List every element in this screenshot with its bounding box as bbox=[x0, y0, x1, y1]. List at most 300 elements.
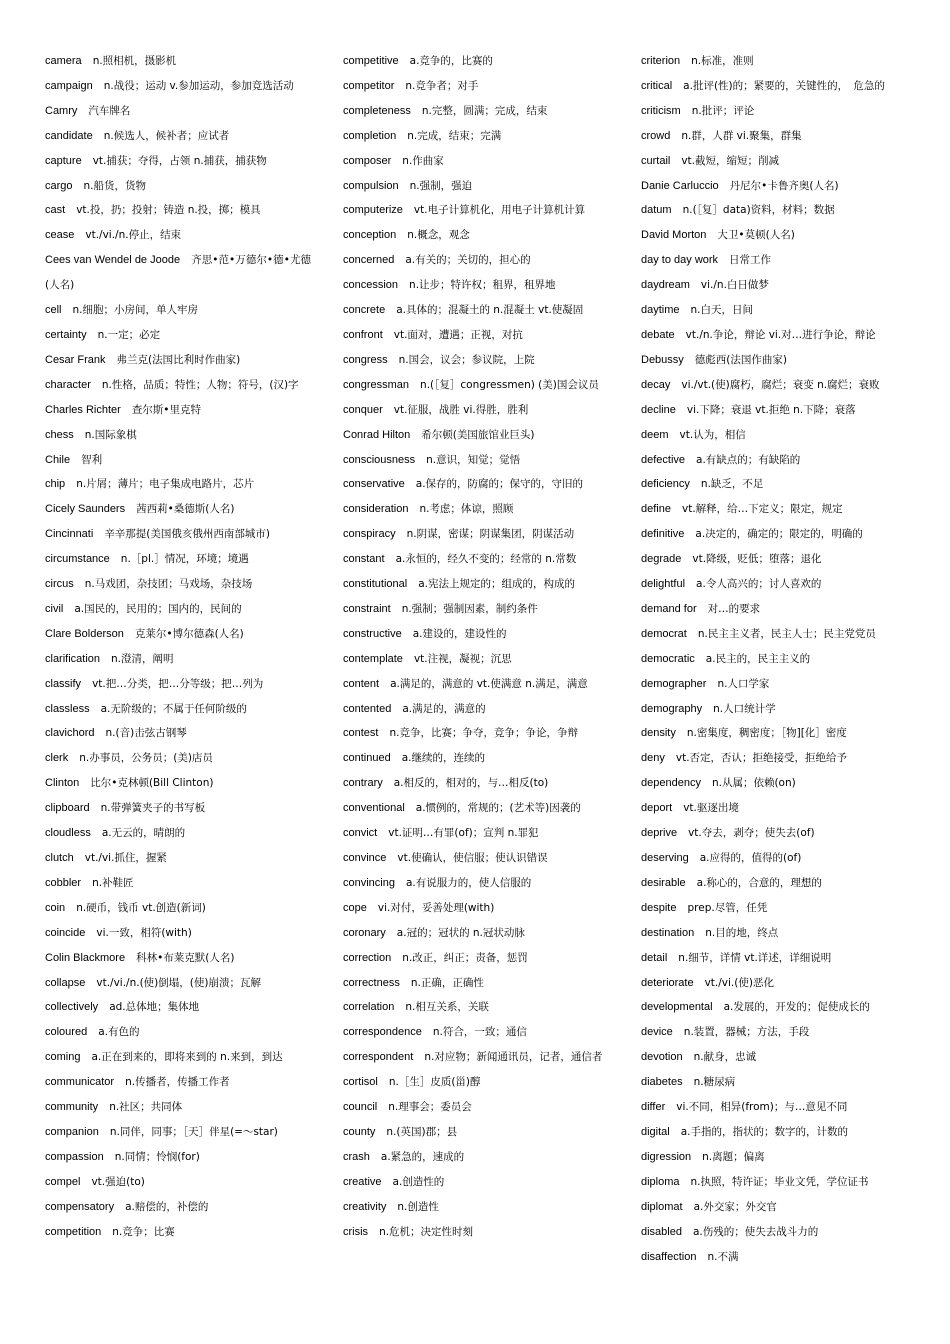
vocab-entry bbox=[641, 921, 907, 946]
vocab-definition: n.装置，器械；方法，手段 bbox=[683, 1026, 810, 1039]
vocab-word: computerize bbox=[343, 204, 403, 217]
vocab-definition: n.细胞；小房间，单人牢房 bbox=[72, 304, 199, 317]
vocab-word: dependency bbox=[641, 777, 701, 790]
vocab-entry bbox=[641, 1045, 907, 1070]
vocab-definition: prep.尽管，任凭 bbox=[687, 901, 768, 914]
vocab-entry bbox=[641, 647, 907, 672]
vocab-definition: a.有说服力的，使人信服的 bbox=[405, 876, 532, 889]
vocab-definition: n.阴谋，密谋；阴谋集团，阴谋活动 bbox=[406, 528, 575, 541]
vocab-entry bbox=[343, 448, 609, 473]
vocab-word: differ bbox=[641, 1101, 666, 1114]
vocab-entry bbox=[343, 74, 609, 99]
vocab-word: deny bbox=[641, 752, 665, 765]
vocab-word: competitor bbox=[343, 79, 395, 92]
vocab-definition: vt.使确认，使信服；使认识错误 bbox=[397, 852, 548, 864]
vocab-word: correctness bbox=[343, 976, 400, 989]
vocab-definition: n.战役；运动 v.参加运动，参加竞选活动 bbox=[103, 79, 294, 92]
vocab-word: Cees van Wendel de Joode bbox=[45, 254, 181, 267]
vocab-word: constraint bbox=[343, 602, 391, 615]
vocab-word: daytime bbox=[641, 304, 680, 317]
vocab-word: creative bbox=[343, 1175, 382, 1188]
vocab-entry bbox=[343, 497, 609, 522]
vocab-word: content bbox=[343, 677, 380, 690]
vocab-word: defective bbox=[641, 453, 686, 466]
vocab-entry bbox=[45, 149, 311, 174]
vocab-definition: n.强制；强制因素，制约条件 bbox=[401, 602, 538, 615]
vocab-word: Clinton bbox=[45, 777, 80, 790]
vocab-definition: n.糖尿病 bbox=[693, 1076, 736, 1089]
vocab-word: circumstance bbox=[45, 553, 110, 566]
vocab-entry bbox=[45, 746, 311, 771]
vocab-definition: n.创造性 bbox=[397, 1200, 439, 1213]
vocab-word: compensatory bbox=[45, 1200, 115, 1213]
vocab-word: clarification bbox=[45, 652, 101, 665]
vocab-entry bbox=[641, 597, 907, 622]
vocab-word: consideration bbox=[343, 503, 409, 516]
vocab-entry bbox=[343, 472, 609, 497]
vocab-definition: n.同伴，同事；［天］伴星(=～star) bbox=[109, 1125, 278, 1138]
vocab-definition: 智利 bbox=[81, 453, 103, 466]
vocab-entry bbox=[45, 497, 311, 522]
vocab-word: congressman bbox=[343, 378, 410, 391]
vocab-entry bbox=[641, 672, 907, 697]
vocab-entry bbox=[343, 1120, 609, 1145]
vocab-word: continued bbox=[343, 752, 391, 765]
vocab-definition: a.宪法上规定的；组成的，构成的 bbox=[418, 578, 575, 591]
vocab-entry bbox=[343, 1070, 609, 1095]
vocab-entry bbox=[641, 946, 907, 971]
vocab-definition: a.竞争的，比赛的 bbox=[409, 55, 493, 67]
vocab-entry bbox=[641, 846, 907, 871]
vocab-word: conception bbox=[343, 229, 397, 242]
vocab-definition: n.人口学家 bbox=[717, 677, 770, 690]
vocab-word: convincing bbox=[343, 876, 395, 889]
vocab-definition: 希尔顿(美国旅馆业巨头) bbox=[421, 428, 535, 441]
vocab-definition: n.［pl.］情况，环境；境遇 bbox=[120, 553, 249, 566]
vocab-column-3 bbox=[641, 49, 907, 1269]
vocab-definition: vi.不同，相异(from)；与…意见不同 bbox=[676, 1101, 848, 1114]
vocab-word: demographer bbox=[641, 677, 707, 690]
vocab-definition: 科林•布莱克默(人名) bbox=[136, 951, 235, 964]
vocab-definition: vt.注视，凝视；沉思 bbox=[413, 652, 512, 665]
vocab-entry bbox=[45, 223, 311, 248]
vocab-entry bbox=[641, 373, 907, 398]
vocab-definition: a.民主的，民主主义的 bbox=[705, 652, 811, 665]
vocab-definition: a.有色的 bbox=[98, 1026, 140, 1039]
vocab-word: constitutional bbox=[343, 578, 408, 591]
vocab-definition: vt./vi.(使)恶化 bbox=[704, 976, 774, 989]
vocab-definition: a.冠的；冠状的 n.冠状动脉 bbox=[396, 926, 525, 939]
vocab-word: diplomat bbox=[641, 1200, 683, 1213]
vocab-definition: n.人口统计学 bbox=[713, 702, 776, 715]
vocab-definition: vt.否定，否认；拒绝接受，拒绝给予 bbox=[675, 752, 848, 765]
vocab-word: correspondence bbox=[343, 1026, 422, 1039]
vocab-entry bbox=[641, 149, 907, 174]
vocab-word: circus bbox=[45, 578, 74, 591]
vocab-definition: a.令人高兴的；讨人喜欢的 bbox=[696, 578, 822, 591]
vocab-definition: n.补鞋匠 bbox=[92, 876, 134, 889]
vocab-definition: 比尔•克林顿(Bill Clinton) bbox=[90, 777, 214, 790]
vocab-entry bbox=[641, 1070, 907, 1095]
vocab-entry bbox=[343, 423, 609, 448]
vocab-definition: n.(［复］congressmen) (美)国会议员 bbox=[420, 378, 599, 391]
vocab-word: define bbox=[641, 503, 671, 516]
vocab-entry bbox=[343, 1020, 609, 1045]
vocab-entry bbox=[45, 921, 311, 946]
vocab-entry bbox=[343, 946, 609, 971]
vocab-entry bbox=[641, 174, 907, 199]
vocab-entry bbox=[45, 99, 311, 124]
vocab-definition: n.完成，结束；完满 bbox=[407, 129, 502, 142]
vocab-word: civil bbox=[45, 602, 64, 615]
vocab-definition: vt.证明…有罪(of)；宣判 n.罪犯 bbox=[388, 827, 539, 840]
vocab-definition: a.无云的，晴朗的 bbox=[101, 827, 186, 840]
vocab-definition: n.相互关系，关联 bbox=[405, 1001, 489, 1014]
vocab-entry bbox=[343, 746, 609, 771]
vocab-word: cobbler bbox=[45, 876, 82, 889]
vocab-definition: n.缺乏，不足 bbox=[700, 478, 764, 491]
vocab-word: deprive bbox=[641, 827, 678, 840]
vocab-definition: a.赔偿的，补偿的 bbox=[125, 1200, 209, 1213]
vocab-word: deport bbox=[641, 802, 673, 815]
vocab-word: capture bbox=[45, 154, 82, 167]
vocab-word: demand for bbox=[641, 602, 697, 615]
vocab-definition: vi./vt.(使)腐朽，腐烂；衰变 n.腐烂；衰败 bbox=[681, 378, 880, 391]
vocab-word: creativity bbox=[343, 1200, 387, 1213]
vocab-entry bbox=[641, 124, 907, 149]
vocab-entry bbox=[343, 398, 609, 423]
vocab-word: deficiency bbox=[641, 478, 690, 491]
vocab-word: conquer bbox=[343, 403, 383, 416]
vocab-entry bbox=[45, 1120, 311, 1145]
vocab-entry bbox=[641, 1145, 907, 1170]
vocab-word: classify bbox=[45, 677, 82, 690]
vocab-entry bbox=[45, 871, 311, 896]
vocab-entry bbox=[45, 721, 311, 746]
vocab-definition: a.创造性的 bbox=[392, 1175, 445, 1188]
vocab-word: coin bbox=[45, 901, 66, 914]
vocab-definition: n.(［复］data)资料，材料；数据 bbox=[682, 204, 835, 217]
vocab-entry bbox=[641, 323, 907, 348]
vocab-column-2 bbox=[343, 49, 609, 1245]
vocab-word: crowd bbox=[641, 129, 671, 142]
vocab-entry bbox=[343, 921, 609, 946]
vocab-entry bbox=[641, 497, 907, 522]
vocab-word: confront bbox=[343, 328, 383, 341]
vocab-entry bbox=[45, 896, 311, 921]
vocab-definition: vt./n.争论，辩论 vi.对…进行争论，辩论 bbox=[685, 328, 876, 341]
vocab-word: crash bbox=[343, 1150, 370, 1163]
vocab-entry bbox=[343, 871, 609, 896]
vocab-entry bbox=[45, 572, 311, 597]
vocab-word: Cincinnati bbox=[45, 528, 94, 541]
vocab-definition: n.理事会；委员会 bbox=[388, 1101, 472, 1114]
vocab-entry bbox=[45, 1095, 311, 1120]
vocab-word: compassion bbox=[45, 1150, 104, 1163]
vocab-definition: 查尔斯•里克特 bbox=[131, 403, 202, 416]
vocab-word: diabetes bbox=[641, 1076, 683, 1089]
vocab-entry bbox=[45, 1195, 311, 1220]
vocab-entry bbox=[343, 622, 609, 647]
vocab-definition: a.满足的，满意的 bbox=[402, 702, 486, 715]
vocab-entry bbox=[343, 672, 609, 697]
vocab-entry bbox=[343, 771, 609, 796]
vocab-definition: vt.驱逐出境 bbox=[683, 802, 739, 815]
vocab-definition: vt.征服，战胜 vi.得胜，胜利 bbox=[393, 403, 529, 416]
vocab-word: consciousness bbox=[343, 453, 416, 466]
vocab-entry bbox=[343, 298, 609, 323]
vocab-definition: vt.降级，贬低；堕落；退化 bbox=[692, 553, 822, 566]
vocab-entry bbox=[45, 971, 311, 996]
vocab-word: debate bbox=[641, 328, 675, 341]
vocab-entry bbox=[641, 273, 907, 298]
vocab-definition: n.(英国)郡；县 bbox=[386, 1125, 458, 1138]
vocab-definition: 汽车牌名 bbox=[88, 104, 131, 117]
vocab-entry bbox=[45, 1045, 311, 1070]
vocab-definition: 日常工作 bbox=[729, 254, 772, 267]
vocab-entry bbox=[343, 1145, 609, 1170]
vocab-word: Colin Blackmore bbox=[45, 951, 126, 964]
vocab-entry bbox=[641, 99, 907, 124]
vocab-entry bbox=[45, 522, 311, 547]
vocab-word: developmental bbox=[641, 1001, 713, 1014]
vocab-entry bbox=[45, 697, 311, 722]
vocab-word: character bbox=[45, 378, 91, 391]
vocab-entry bbox=[641, 821, 907, 846]
vocab-entry bbox=[45, 472, 311, 497]
vocab-definition: n.细节，详情 vt.详述，详细说明 bbox=[678, 951, 832, 964]
vocab-definition: a.外交家；外交官 bbox=[693, 1200, 777, 1213]
vocab-entry bbox=[45, 597, 311, 622]
vocab-definition: n.硬币，钱币 vt.创造(新词) bbox=[76, 901, 206, 914]
vocab-definition: n.从属；依赖(on) bbox=[711, 777, 796, 790]
vocab-definition: a.保存的，防腐的；保守的，守旧的 bbox=[415, 478, 584, 491]
vocab-word: congress bbox=[343, 353, 388, 366]
vocab-word: composer bbox=[343, 154, 392, 167]
vocab-definition: n.竞争；比赛 bbox=[112, 1225, 175, 1238]
vocab-word: cargo bbox=[45, 179, 73, 192]
vocab-definition: n.献身，忠诚 bbox=[693, 1051, 757, 1064]
vocab-definition: n.带弹簧夹子的书写板 bbox=[100, 802, 206, 815]
vocab-definition: 丹尼尔•卡鲁齐奥(人名) bbox=[729, 179, 839, 192]
vocab-entry bbox=[641, 971, 907, 996]
vocab-definition: ad.总体地；集体地 bbox=[109, 1001, 200, 1014]
vocab-word: daydream bbox=[641, 279, 690, 292]
vocab-word: desirable bbox=[641, 876, 686, 889]
vocab-entry bbox=[343, 198, 609, 223]
vocab-definition: n.同情；怜悯(for) bbox=[114, 1150, 200, 1163]
vocab-word: delightful bbox=[641, 578, 686, 591]
vocab-word: Cesar Frank bbox=[45, 353, 106, 366]
vocab-entry bbox=[343, 572, 609, 597]
vocab-entry bbox=[343, 796, 609, 821]
vocab-entry bbox=[45, 995, 311, 1020]
vocab-word: criticism bbox=[641, 104, 681, 117]
vocab-entry bbox=[45, 298, 311, 323]
vocab-definition: 对…的要求 bbox=[707, 602, 761, 615]
vocab-entry bbox=[343, 174, 609, 199]
vocab-word: devotion bbox=[641, 1051, 683, 1064]
vocab-entry bbox=[45, 398, 311, 423]
vocab-definition: a.永恒的，经久不变的；经常的 n.常数 bbox=[395, 553, 577, 566]
vocab-word: deteriorate bbox=[641, 976, 694, 989]
vocab-definition: a.具体的；混凝土的 n.混凝土 vt.使凝固 bbox=[396, 304, 584, 317]
vocab-word: cloudless bbox=[45, 827, 91, 840]
vocab-entry bbox=[343, 273, 609, 298]
vocab-definition: a.国民的，民用的；国内的，民间的 bbox=[74, 602, 242, 615]
vocab-entry bbox=[343, 522, 609, 547]
vocab-entry bbox=[641, 298, 907, 323]
vocab-word: definitive bbox=[641, 528, 685, 541]
vocab-word: decay bbox=[641, 378, 671, 391]
vocab-entry bbox=[45, 771, 311, 796]
vocab-definition: n.概念，观念 bbox=[407, 229, 470, 242]
vocab-word: conventional bbox=[343, 802, 405, 815]
vocab-definition: n.竞争，比赛；争夺，竞争；争论，争辩 bbox=[389, 727, 578, 740]
vocab-word: community bbox=[45, 1101, 99, 1114]
vocab-entry bbox=[45, 373, 311, 398]
vocab-definition: n.群，人群 vi.聚集，群集 bbox=[681, 129, 802, 142]
vocab-definition: n.一定；必定 bbox=[97, 328, 161, 341]
vocab-entry bbox=[641, 871, 907, 896]
vocab-entry bbox=[343, 597, 609, 622]
vocab-word: concrete bbox=[343, 304, 386, 317]
vocab-definition: 克莱尔•博尔德森(人名) bbox=[134, 627, 244, 640]
vocab-definition: 大卫•莫顿(人名) bbox=[717, 229, 795, 242]
vocab-word: Chile bbox=[45, 453, 71, 466]
vocab-word: camera bbox=[45, 55, 82, 67]
vocab-definition: vi./n.白日做梦 bbox=[700, 279, 769, 292]
vocab-entry bbox=[343, 149, 609, 174]
vocab-entry bbox=[343, 373, 609, 398]
vocab-word: constant bbox=[343, 553, 385, 566]
vocab-entry bbox=[343, 348, 609, 373]
vocab-word: demography bbox=[641, 702, 703, 715]
vocab-word: Debussy bbox=[641, 353, 684, 366]
vocab-word: concession bbox=[343, 279, 399, 292]
vocab-word: coloured bbox=[45, 1026, 88, 1039]
vocab-word: chip bbox=[45, 478, 66, 491]
vocab-word: contented bbox=[343, 702, 392, 715]
vocab-definition: n.白天，日间 bbox=[690, 304, 754, 317]
vocab-definition: 齐思•范•万德尔•德•尤德(人名) bbox=[45, 254, 311, 292]
vocab-word: deserving bbox=[641, 852, 689, 864]
vocab-definition: a.决定的，确定的；限定的，明确的 bbox=[695, 528, 863, 541]
vocab-definition: n.国会，议会；参议院，上院 bbox=[398, 353, 535, 366]
vocab-entry bbox=[45, 1220, 311, 1245]
vocab-entry bbox=[641, 472, 907, 497]
vocab-definition: n.竞争者；对手 bbox=[405, 79, 479, 92]
vocab-entry bbox=[641, 49, 907, 74]
vocab-word: cope bbox=[343, 901, 367, 914]
vocab-definition: vt.解释，给…下定义；限定，规定 bbox=[681, 503, 843, 516]
vocab-definition: n.危机；决定性时刻 bbox=[379, 1225, 474, 1238]
vocab-entry bbox=[45, 1020, 311, 1045]
vocab-entry bbox=[343, 99, 609, 124]
vocab-definition: a.满足的，满意的 vt.使满意 n.满足，满意 bbox=[390, 677, 588, 690]
vocab-entry bbox=[45, 672, 311, 697]
vocab-entry bbox=[343, 995, 609, 1020]
vocab-definition: vt.捕获；夺得，占领 n.捕获，捕获物 bbox=[92, 154, 267, 167]
vocab-word: deem bbox=[641, 428, 669, 441]
vocab-entry bbox=[343, 1220, 609, 1245]
vocab-definition: a.称心的，合意的，理想的 bbox=[696, 876, 822, 889]
vocab-word: clavichord bbox=[45, 727, 95, 740]
vocab-entry bbox=[343, 896, 609, 921]
vocab-word: democratic bbox=[641, 652, 695, 665]
vocab-entry bbox=[343, 323, 609, 348]
vocab-definition: n.密集度，稠密度；［物][化］密度 bbox=[686, 727, 847, 740]
vocab-entry bbox=[45, 796, 311, 821]
vocab-word: disaffection bbox=[641, 1250, 697, 1263]
vocab-entry bbox=[641, 248, 907, 273]
vocab-entry bbox=[641, 896, 907, 921]
vocab-definition: a.正在到来的，即将来到的 n.来到，到达 bbox=[91, 1051, 283, 1064]
vocab-word: destination bbox=[641, 926, 695, 939]
vocab-entry bbox=[45, 198, 311, 223]
vocab-entry bbox=[641, 1245, 907, 1270]
vocab-entry bbox=[343, 1045, 609, 1070]
vocab-word: day to day work bbox=[641, 254, 719, 267]
vocab-entry bbox=[45, 423, 311, 448]
vocab-word: clerk bbox=[45, 752, 69, 765]
vocab-word: constructive bbox=[343, 627, 402, 640]
vocab-entry bbox=[641, 1170, 907, 1195]
vocab-entry bbox=[641, 572, 907, 597]
vocab-word: correlation bbox=[343, 1001, 395, 1014]
vocab-definition: n.改正，纠正；责备，惩罚 bbox=[402, 951, 528, 964]
vocab-definition: n.作曲家 bbox=[402, 154, 444, 167]
vocab-entry bbox=[45, 348, 311, 373]
vocab-entry bbox=[343, 1195, 609, 1220]
vocab-definition: n.传播者，传播工作者 bbox=[125, 1076, 230, 1089]
vocab-entry bbox=[45, 49, 311, 74]
vocab-definition: n.［生］皮质(甾)醇 bbox=[388, 1076, 481, 1089]
vocab-entry bbox=[641, 522, 907, 547]
vocab-word: Camry bbox=[45, 104, 78, 117]
vocab-definition: vt./vi.抓住，握紧 bbox=[84, 852, 167, 864]
vocab-word: Cicely Saunders bbox=[45, 503, 126, 516]
vocab-word: cast bbox=[45, 204, 66, 217]
vocab-definition: a.批评(性)的；紧要的，关键性的， 危急的 bbox=[683, 79, 885, 92]
vocab-word: contemplate bbox=[343, 652, 403, 665]
vocab-definition: vt.截短，缩短；削减 bbox=[681, 154, 780, 167]
vocab-definition: n.标准，准则 bbox=[691, 55, 754, 67]
vocab-word: convict bbox=[343, 827, 378, 840]
vocab-entry bbox=[641, 1220, 907, 1245]
vocab-word: contrary bbox=[343, 777, 383, 790]
vocab-word: density bbox=[641, 727, 676, 740]
vocab-word: digression bbox=[641, 1150, 692, 1163]
vocab-entry bbox=[45, 622, 311, 647]
vocab-entry bbox=[641, 796, 907, 821]
vocab-word: criterion bbox=[641, 55, 681, 67]
vocab-word: coincide bbox=[45, 926, 86, 939]
vocab-entry bbox=[343, 223, 609, 248]
vocab-definition: vi.对付，妥善处理(with) bbox=[377, 901, 495, 914]
vocab-word: collectively bbox=[45, 1001, 99, 1014]
vocab-definition: n.(音)击弦古钢琴 bbox=[105, 727, 187, 740]
vocab-definition: n.国际象棋 bbox=[84, 428, 137, 441]
vocab-word: council bbox=[343, 1101, 378, 1114]
vocab-entry bbox=[45, 1170, 311, 1195]
vocab-word: device bbox=[641, 1026, 673, 1039]
vocab-word: diploma bbox=[641, 1175, 680, 1188]
vocab-entry bbox=[641, 771, 907, 796]
vocab-word: digital bbox=[641, 1125, 670, 1138]
vocab-entry bbox=[343, 547, 609, 572]
vocab-word: clutch bbox=[45, 852, 74, 864]
